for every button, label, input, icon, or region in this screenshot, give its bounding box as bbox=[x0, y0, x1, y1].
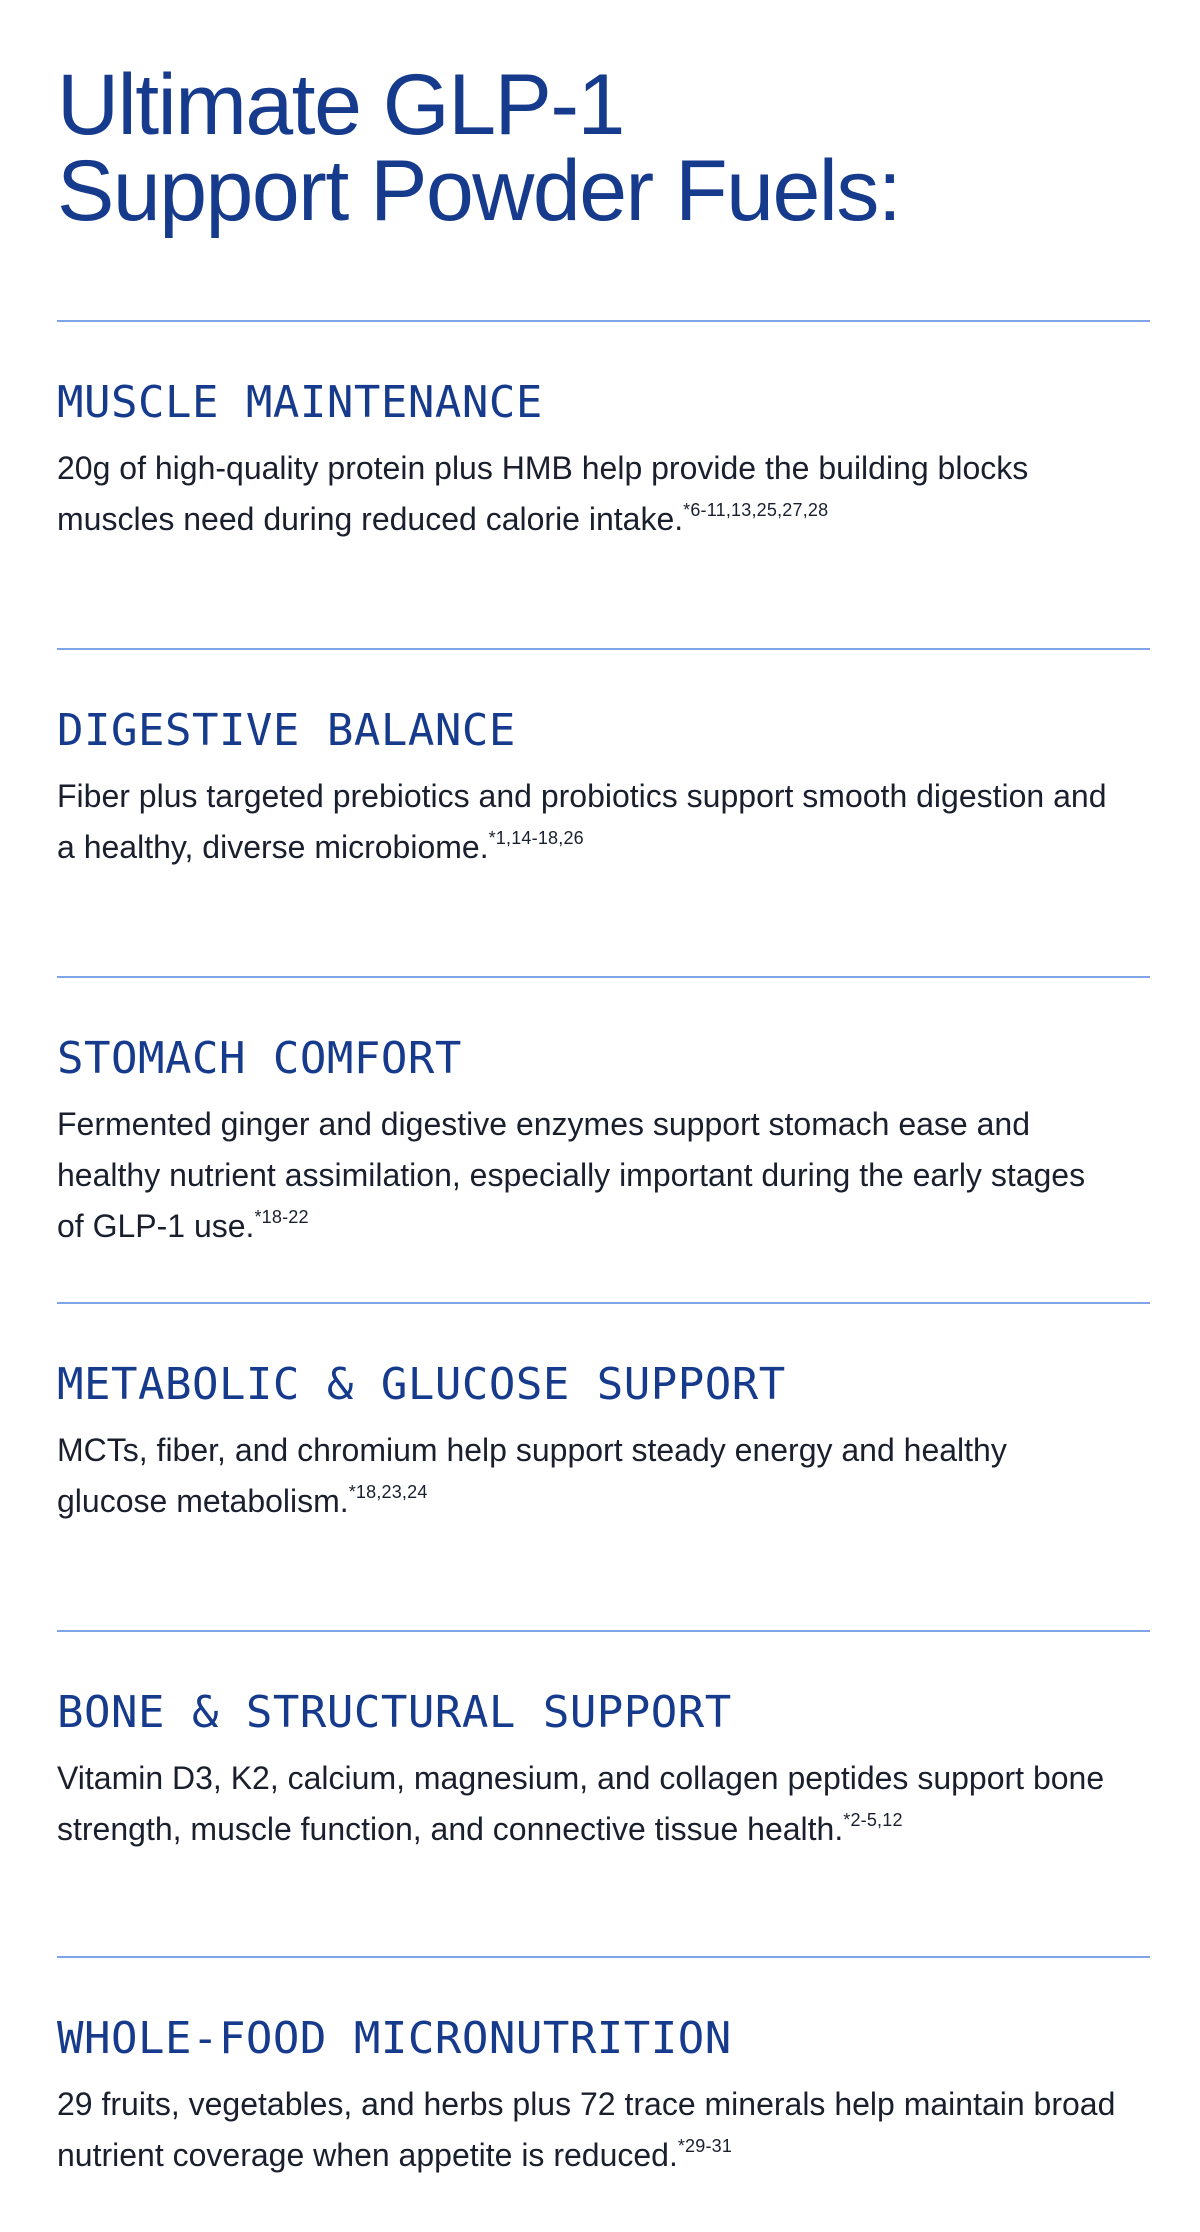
benefit-title: MUSCLE MAINTENANCE bbox=[57, 377, 543, 428]
benefit-digestive-balance bbox=[57, 648, 1150, 976]
benefit-title: STOMACH COMFORT bbox=[57, 1033, 462, 1084]
benefit-description bbox=[57, 2079, 1117, 2181]
benefit-title: METABOLIC & GLUCOSE SUPPORT bbox=[57, 1359, 786, 1410]
benefit-description bbox=[57, 1099, 1117, 1252]
benefit-description bbox=[57, 1753, 1117, 1855]
benefit-title: WHOLE-FOOD MICRONUTRITION bbox=[57, 2013, 732, 2064]
reference-superscript: *6-11,13,25,27,28 bbox=[683, 500, 829, 520]
benefit-title: DIGESTIVE BALANCE bbox=[57, 705, 516, 756]
benefit-description bbox=[57, 1425, 1117, 1527]
benefit-whole-food-micronutrition bbox=[57, 1956, 1150, 2232]
benefit-text: 29 fruits, vegetables, and herbs plus 72 trace minerals help maintain broad nutrient coverage when appetite is reduced. bbox=[57, 2086, 1116, 2173]
benefit-text: MCTs, fiber, and chromium help support steady energy and healthy glucose metabolism. bbox=[57, 1432, 1007, 1519]
benefit-text: Fermented ginger and digestive enzymes support stomach ease and healthy nutrient assimilation, especially important during the early stages of GLP-1 use. bbox=[57, 1106, 1086, 1244]
headline-line-2: Support Powder Fuels: bbox=[57, 143, 901, 239]
benefit-text: Vitamin D3, K2, calcium, magnesium, and collagen peptides support bone strength, muscle function, and connective tissue health. bbox=[57, 1760, 1105, 1847]
page-headline bbox=[57, 0, 1150, 239]
reference-superscript: *2-5,12 bbox=[843, 1810, 903, 1830]
reference-superscript: *29-31 bbox=[677, 2136, 733, 2156]
reference-superscript: *18,23,24 bbox=[348, 1482, 428, 1502]
benefit-metabolic-glucose-support bbox=[57, 1302, 1150, 1630]
benefit-title: BONE & STRUCTURAL SUPPORT bbox=[57, 1687, 732, 1738]
benefit-description bbox=[57, 771, 1117, 873]
page bbox=[57, 0, 1150, 2173]
benefit-stomach-comfort bbox=[57, 976, 1150, 1302]
benefit-list bbox=[57, 320, 1150, 2232]
headline-line-1: Ultimate GLP-1 bbox=[57, 57, 624, 153]
benefit-description bbox=[57, 443, 1117, 545]
reference-superscript: *18-22 bbox=[254, 1207, 309, 1227]
benefit-text: 20g of high-quality protein plus HMB help provide the building blocks muscles need during reduced calorie intake. bbox=[57, 450, 1029, 537]
benefit-muscle-maintenance bbox=[57, 320, 1150, 648]
reference-superscript: *1,14-18,26 bbox=[488, 828, 584, 848]
benefit-text: Fiber plus targeted prebiotics and probiotics support smooth digestion and a healthy, diverse microbiome. bbox=[57, 778, 1107, 865]
benefit-bone-structural-support bbox=[57, 1630, 1150, 1956]
